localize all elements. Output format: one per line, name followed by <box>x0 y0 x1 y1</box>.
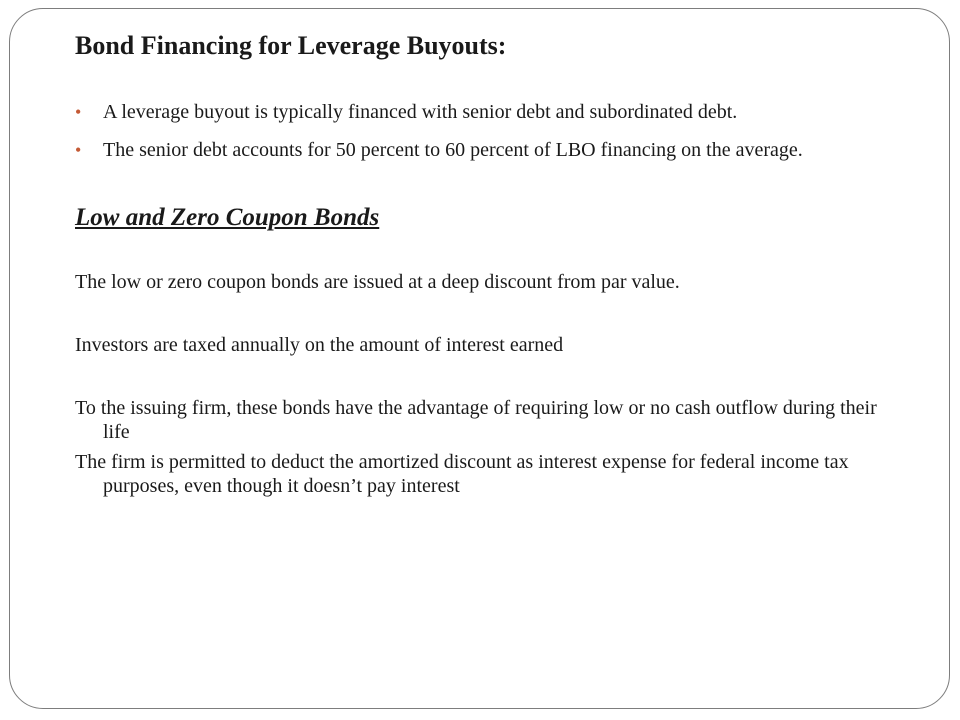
slide-content <box>75 29 895 498</box>
bullet-icon: • <box>75 140 82 160</box>
bullet-list <box>75 100 895 162</box>
paragraph: The firm is permitted to deduct the amortized discount as interest expense for federal income tax purposes, even though it doesn’t pay interest <box>75 451 849 497</box>
bullet-item <box>75 138 895 162</box>
bullet-text: A leverage buyout is typically financed with senior debt and subordinated debt. <box>103 101 738 123</box>
bullet-item <box>75 100 895 124</box>
section-subheading: Low and Zero Coupon Bonds <box>75 204 380 231</box>
paragraph: To the issuing firm, these bonds have the advantage of requiring low or no cash outflow during their life <box>75 397 877 443</box>
bullet-icon: • <box>75 102 82 122</box>
paragraph: Investors are taxed annually on the amount of interest earned <box>75 334 564 356</box>
paragraph: The low or zero coupon bonds are issued at a deep discount from par value. <box>75 271 680 293</box>
bullet-text: The senior debt accounts for 50 percent to 60 percent of LBO financing on the average. <box>103 139 803 161</box>
slide-title: Bond Financing for Leverage Buyouts: <box>75 31 507 60</box>
